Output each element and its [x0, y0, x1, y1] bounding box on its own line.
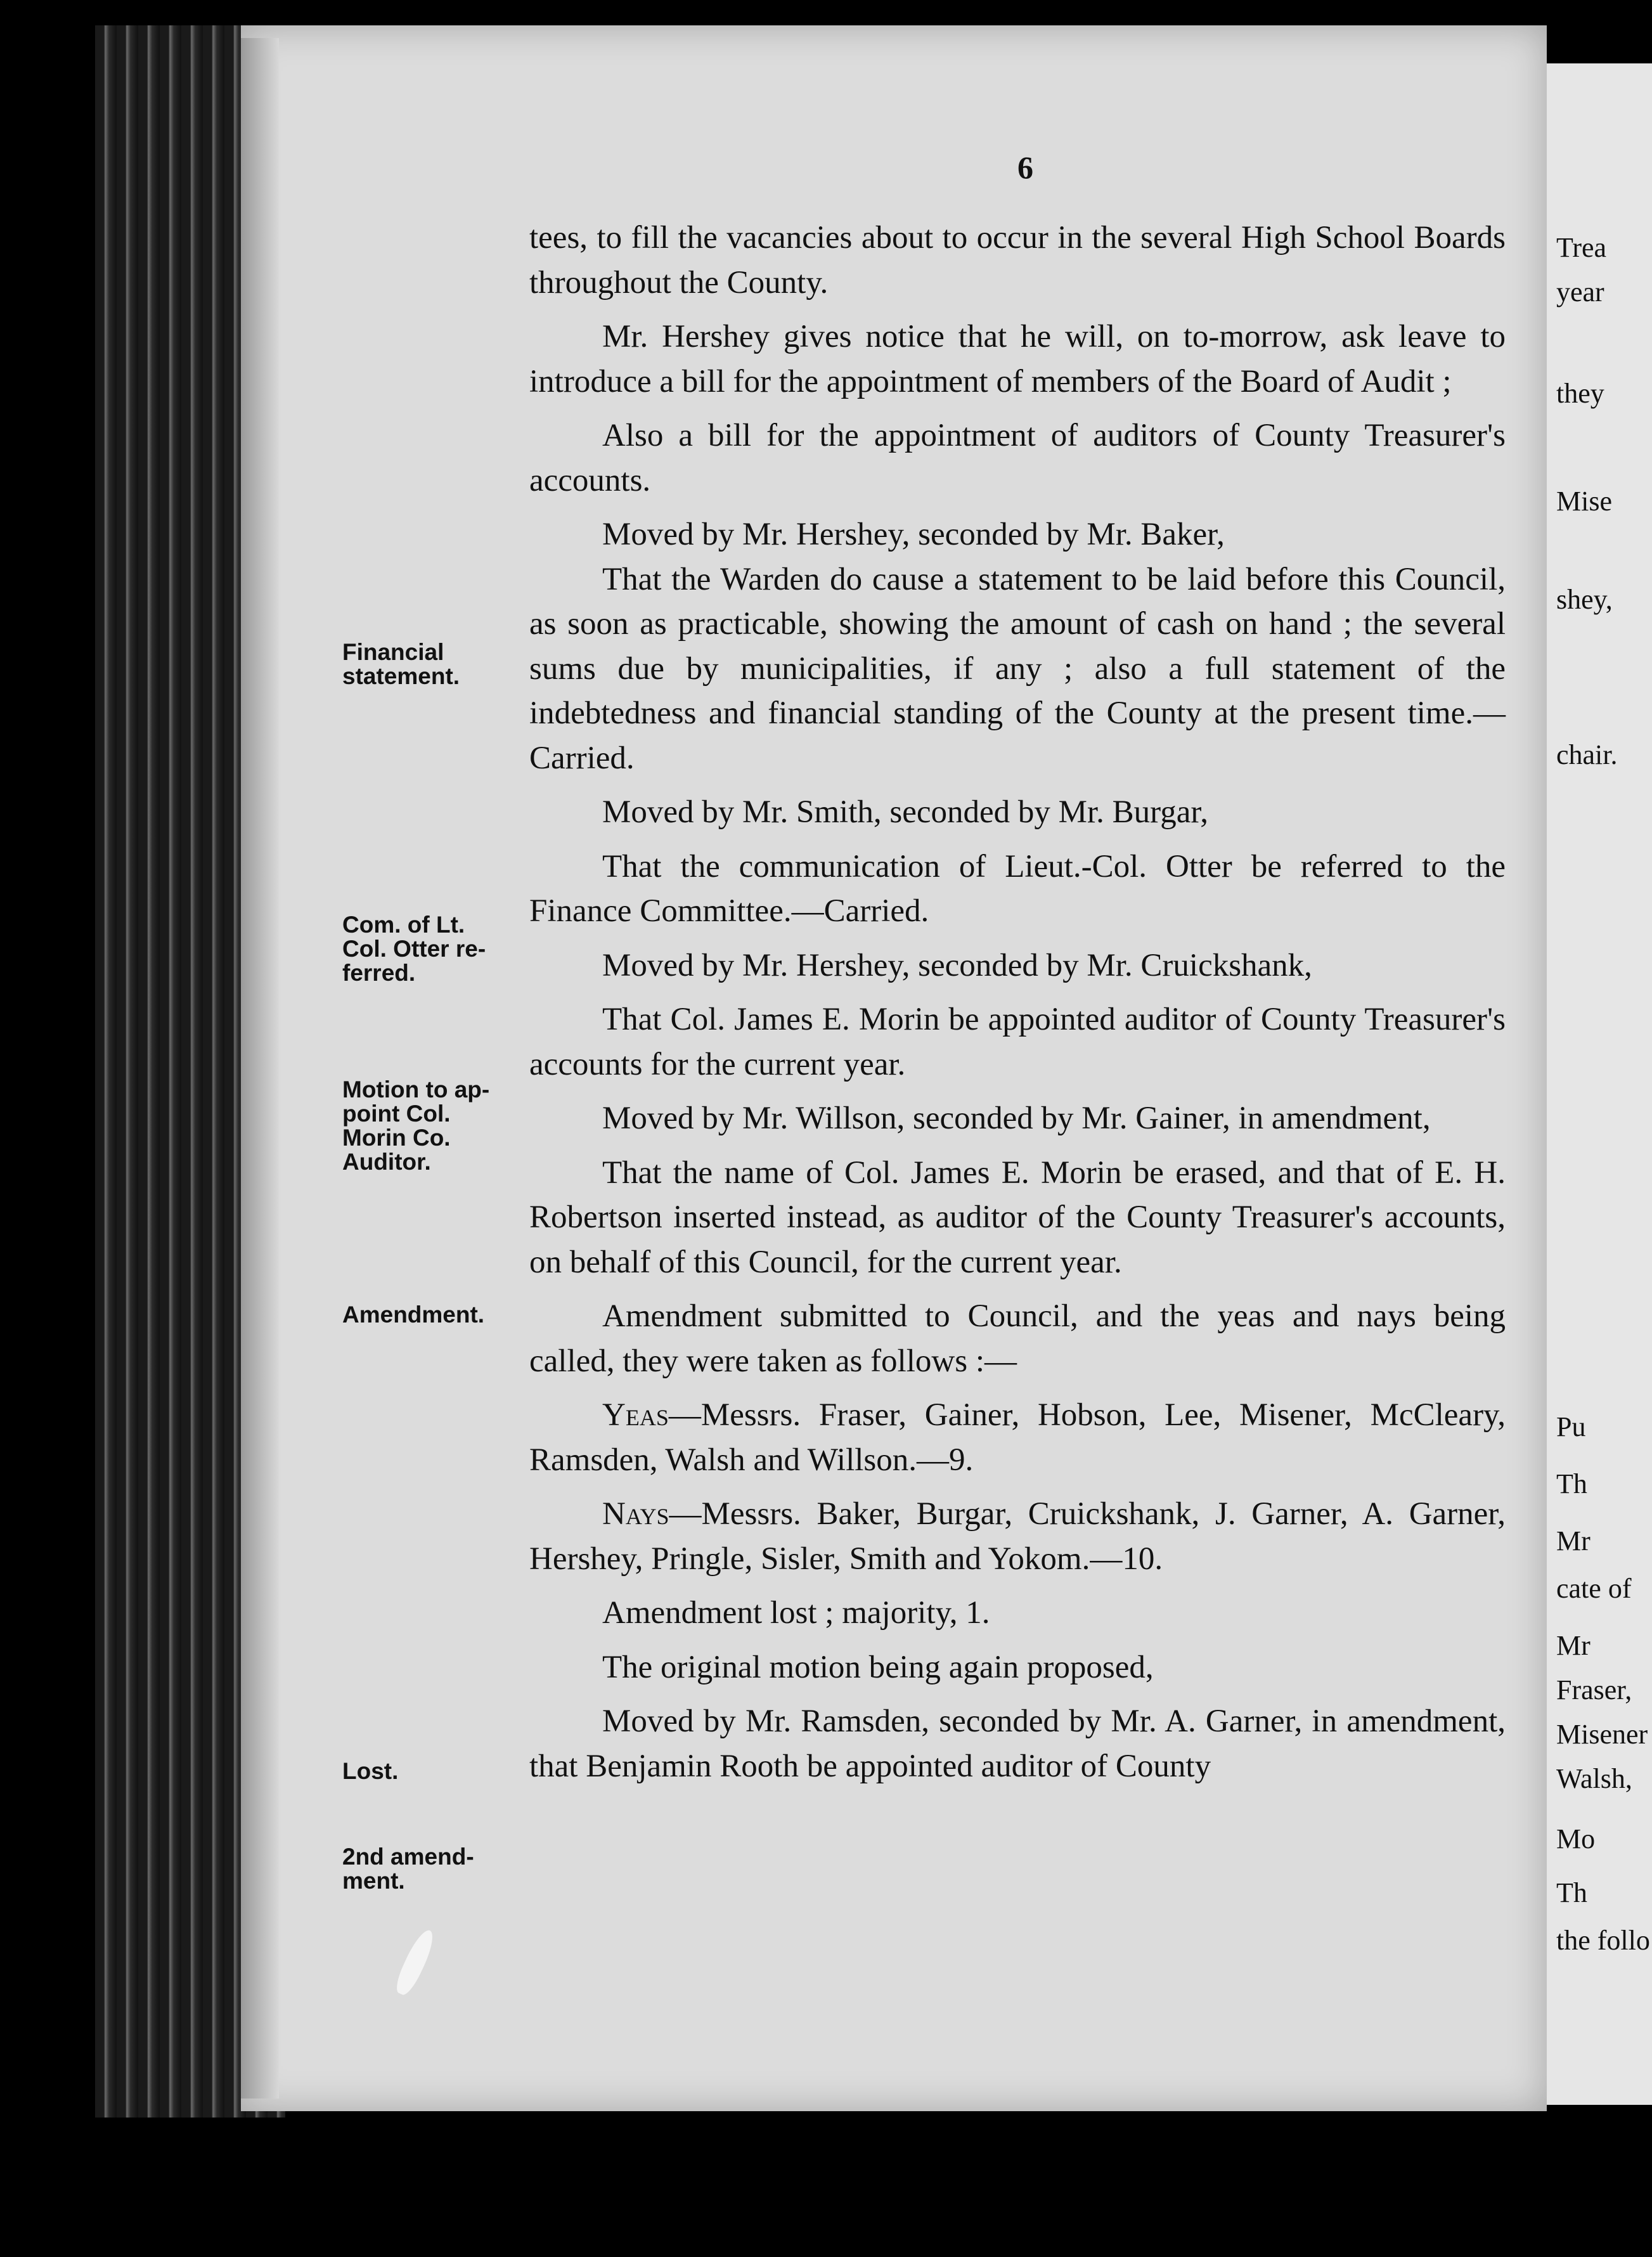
facing-fragment: they	[1556, 378, 1604, 409]
facing-fragment: Th	[1556, 1877, 1587, 1908]
facing-fragment: Mo	[1556, 1823, 1596, 1854]
paragraph-5: That the Warden do cause a statement to be laid before this Council, as soon as practicable, showing the amount of cash on hand ; the several sums due by municipalities, if any ; also a full statement of the indebtedness and financial standing of the County at the present time.—Carried.	[529, 561, 1506, 776]
facing-fragment: cate of	[1556, 1573, 1632, 1604]
facing-fragment: Trea	[1556, 232, 1607, 263]
paragraph-9: That Col. James E. Morin be appointed auditor of County Treasurer's accounts for the current year.	[529, 1002, 1506, 1082]
margin-note-morin: Motion to ap- point Col. Morin Co. Auditor.	[342, 1077, 490, 1175]
paragraph-nays	[529, 1492, 1506, 1581]
facing-fragment: Misener	[1556, 1719, 1648, 1750]
paragraph-16: The original motion being again proposed,	[602, 1649, 1154, 1685]
paragraph-7: That the communication of Lieut.-Col. Otter be referred to the Finance Committee.—Carried.	[529, 848, 1506, 929]
facing-fragment: chair.	[1556, 739, 1618, 770]
paragraph-17: Moved by Mr. Ramsden, seconded by Mr. A. Garner, in amendment, that Benjamin Rooth be appointed auditor of County	[529, 1704, 1506, 1784]
facing-fragment: Walsh,	[1556, 1763, 1632, 1794]
paragraph-3: Also a bill for the appointment of auditors of County Treasurer's accounts.	[529, 418, 1506, 498]
margin-note-lost: Lost.	[342, 1758, 399, 1784]
paragraph-11: That the name of Col. James E. Morin be erased, and that of E. H. Robertson inserted instead, as auditor of the County Treasurer's accounts, on behalf of this Council, for the current year.	[529, 1154, 1506, 1280]
paragraph-8: Moved by Mr. Hershey, seconded by Mr. Cruickshank,	[602, 947, 1312, 983]
paragraph-15: Amendment lost ; majority, 1.	[602, 1595, 990, 1631]
facing-fragment: Th	[1556, 1468, 1587, 1499]
paragraph-4: Moved by Mr. Hershey, seconded by Mr. Baker,	[602, 517, 1225, 552]
facing-fragment: the follo	[1556, 1925, 1650, 1956]
nays-label: Nays	[602, 1496, 669, 1532]
yeas-label: Yeas	[602, 1397, 669, 1433]
paragraph-12: Amendment submitted to Council, and the yeas and nays being called, they were taken as follows :—	[529, 1298, 1506, 1379]
paragraph-6: Moved by Mr. Smith, seconded by Mr. Burgar,	[602, 794, 1209, 830]
facing-fragment: year	[1556, 276, 1604, 307]
facing-fragment: Mise	[1556, 486, 1612, 517]
margin-note-financial: Financial statement.	[342, 639, 460, 689]
paragraph-10: Moved by Mr. Willson, seconded by Mr. Gainer, in amendment,	[602, 1101, 1431, 1136]
paragraph-yeas	[529, 1393, 1506, 1482]
margin-note-second-amendment: 2nd amend- ment.	[342, 1844, 474, 1894]
yeas-list: —Messrs. Fraser, Gainer, Hobson, Lee, Misener, McCleary, Ramsden, Walsh and Willson.—9.	[529, 1397, 1506, 1478]
facing-fragment: Fraser,	[1556, 1674, 1632, 1705]
nays-list: —Messrs. Baker, Burgar, Cruickshank, J. Garner, A. Garner, Hershey, Pringle, Sisler, Smith and Yokom.—10.	[529, 1496, 1506, 1577]
paragraph-2: Mr. Hershey gives notice that he will, on to-morrow, ask leave to introduce a bill for the appointment of members of the Board of Audit ;	[529, 319, 1506, 399]
facing-fragment: Mr	[1556, 1630, 1591, 1661]
page-number: 6	[1017, 150, 1033, 185]
paragraph-1: tees, to fill the vacancies about to occur in the several High School Boards throughout the County.	[529, 220, 1506, 301]
facing-fragment: Mr	[1556, 1525, 1591, 1556]
facing-page	[1547, 63, 1652, 2105]
body-text	[529, 216, 1506, 1788]
facing-fragment: shey,	[1556, 584, 1613, 615]
margin-note-amendment: Amendment.	[342, 1302, 485, 1328]
margin-note-otter: Com. of Lt. Col. Otter re- ferred.	[342, 912, 486, 986]
page-gutter-shadow	[241, 38, 279, 2099]
facing-fragment: Pu	[1556, 1411, 1586, 1442]
